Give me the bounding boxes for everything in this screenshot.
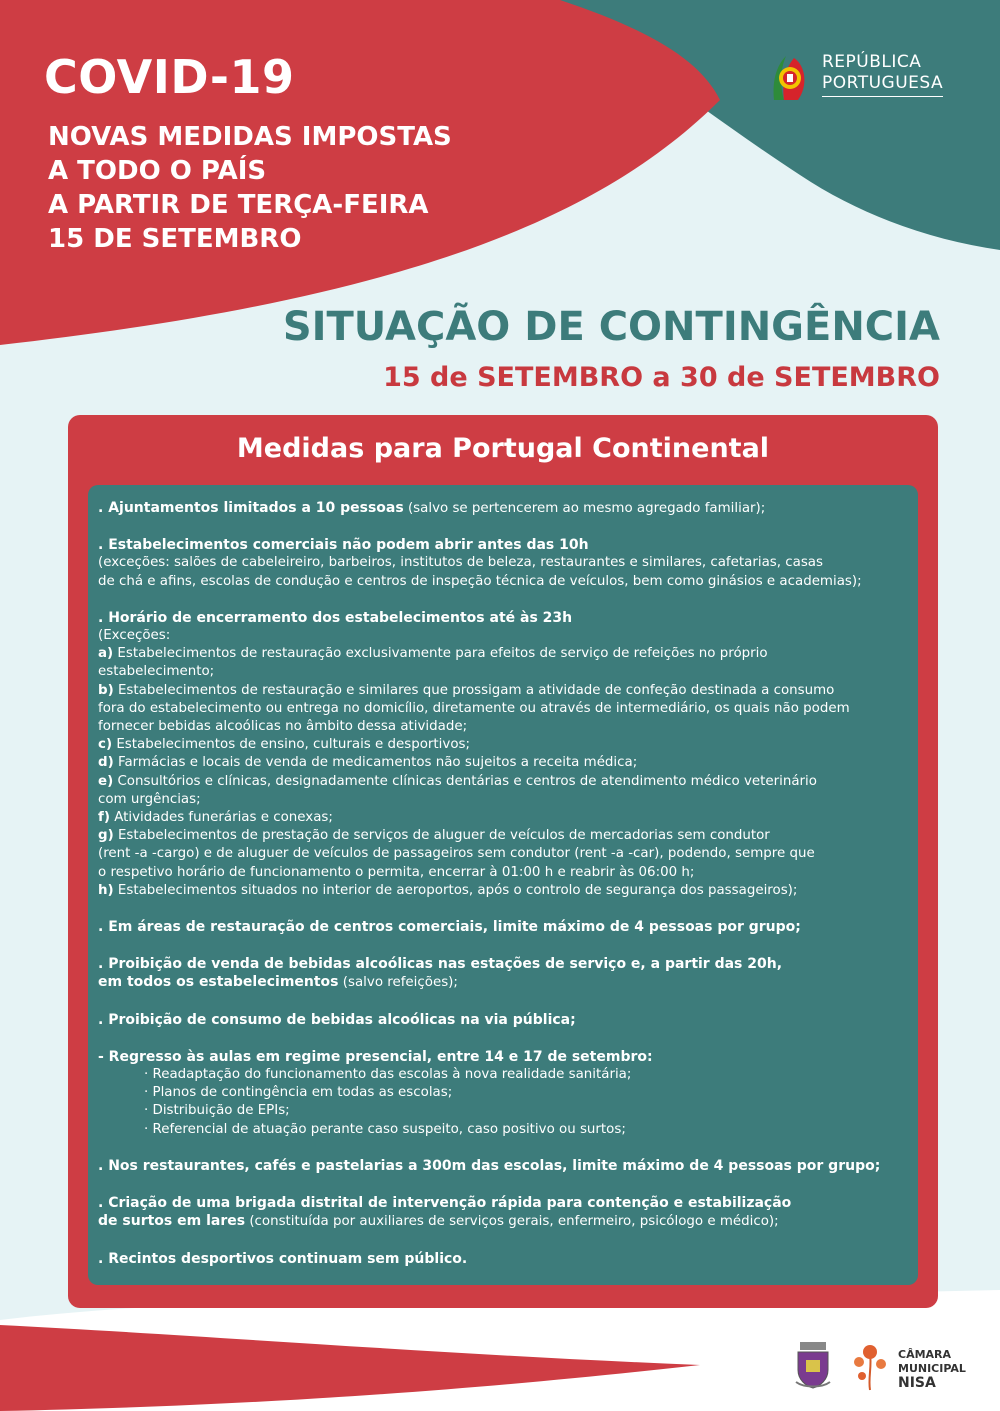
portugal-coat-of-arms-icon	[770, 52, 810, 102]
measure-text: estabelecimento;	[98, 664, 215, 680]
card-title: Medidas para Portugal Continental	[236, 433, 770, 464]
measure-item	[98, 1194, 916, 1231]
cm-line: MUNICIPAL	[898, 1362, 966, 1375]
measure-item	[98, 609, 916, 900]
subtitle-line: A TODO O PAÍS	[48, 156, 267, 186]
exception-f: f) Atividades funerárias e conexas;	[98, 810, 333, 826]
exception-a: a) Estabelecimentos de restauração exclusivamente para efeitos de serviço de refeições no próprio	[98, 646, 768, 662]
list-item: · Readaptação do funcionamento das escolas à nova realidade sanitária;	[144, 1067, 632, 1083]
measure-item	[98, 1048, 916, 1139]
nisa-coat-of-arms-icon	[794, 1342, 832, 1390]
measure-bold: . Em áreas de restauração de centros comerciais, limite máximo de 4 pessoas por grupo;	[98, 919, 801, 936]
measures-box	[88, 485, 918, 1285]
exception-c: c) Estabelecimentos de ensino, culturais e desportivos;	[98, 737, 471, 753]
exception-d: d) Farmácias e locais de venda de medicamentos não sujeitos a receita médica;	[98, 755, 638, 771]
measure-bold: . Ajuntamentos limitados a 10 pessoas	[98, 500, 404, 516]
measure-bold: em todos os estabelecimentos	[98, 974, 339, 991]
measure-bold: . Criação de uma brigada distrital de intervenção rápida para contenção e estabilização	[98, 1195, 792, 1212]
exception-e: e) Consultórios e clínicas, designadamente clínicas dentárias e centros de atendimento médico veterinário	[98, 773, 817, 789]
footer-logos	[794, 1338, 974, 1398]
subtitle-line: A PARTIR DE TERÇA-FEIRA	[48, 190, 429, 220]
measure-text: fornecer bebidas alcoólicas no âmbito dessa atividade;	[98, 719, 468, 735]
cm-line: CÂMARA	[898, 1348, 952, 1361]
list-item: · Distribuição de EPIs;	[144, 1103, 290, 1119]
measure-text: (Exceções:	[98, 628, 171, 644]
measure-text: com urgências;	[98, 791, 201, 807]
measure-bold: - Regresso às aulas em regime presencial, entre 14 e 17 de setembro:	[98, 1048, 653, 1065]
list-item: · Planos de contingência em todas as escolas;	[144, 1085, 453, 1101]
measure-item	[98, 1011, 916, 1030]
poppy-flower-icon	[850, 1340, 890, 1392]
measure-text: fora do estabelecimento ou entrega no domicílio, diretamente ou através de intermediário, os quais não podem	[98, 700, 850, 716]
subtitle-line: 15 DE SETEMBRO	[48, 224, 302, 254]
list-item: · Referencial de atuação perante caso suspeito, caso positivo ou surtos;	[144, 1121, 626, 1137]
subtitle-line: NOVAS MEDIDAS IMPOSTAS	[48, 122, 452, 152]
measure-bold: . Recintos desportivos continuam sem público.	[98, 1250, 468, 1267]
measure-text: (constituída por auxiliares de serviços gerais, enfermeiro, psicólogo e médico);	[245, 1214, 779, 1230]
measure-text: (rent -a -cargo) e de aluguer de veículos de passageiros sem condutor (rent -a -car), podendo, sempre que	[98, 846, 815, 862]
republica-portuguesa-logo	[770, 50, 960, 106]
measures-list	[98, 499, 916, 1287]
measure-bold: . Estabelecimentos comerciais não podem abrir antes das 10h	[98, 537, 589, 554]
measure-text: o respetivo horário de funcionamento o permita, encerrar à 01:00 h e reabrir às 06:00 h;	[98, 864, 695, 880]
gov-logo-text	[822, 52, 943, 97]
measure-item	[98, 955, 916, 992]
measure-text: de chá e afins, escolas de condução e centros de inspeção técnica de veículos, bem como ginásios e academias);	[98, 573, 862, 589]
measure-text: (salvo refeições);	[338, 975, 458, 991]
measure-bold: . Horário de encerramento dos estabelecimentos até às 23h	[98, 609, 573, 626]
situation-dates: 15 de SETEMBRO a 30 de SETEMBRO	[383, 362, 940, 393]
measure-item	[98, 1157, 916, 1176]
measure-text: (salvo se pertencerem ao mesmo agregado familiar);	[403, 501, 766, 516]
main-title: COVID-19	[44, 50, 295, 104]
situation-title: SITUAÇÃO DE CONTINGÊNCIA	[282, 304, 940, 350]
measure-bold: . Proibição de consumo de bebidas alcoólicas na via pública;	[98, 1011, 576, 1028]
measure-bold: de surtos em lares	[98, 1213, 246, 1230]
measures-card	[68, 415, 938, 1308]
exception-g: g) Estabelecimentos de prestação de serviços de aluguer de veículos de mercadorias sem condutor	[98, 828, 770, 844]
exception-h: h) Estabelecimentos situados no interior de aeroportos, após o controlo de segurança dos passageiros);	[98, 882, 798, 898]
measure-item	[98, 1250, 916, 1269]
measure-bold: . Proibição de venda de bebidas alcoólicas nas estações de serviço e, a partir das 20h,	[98, 956, 783, 973]
gov-logo-line1: REPÚBLICA	[822, 52, 922, 72]
measure-item	[98, 499, 916, 518]
exception-b: b) Estabelecimentos de restauração e similares que prossigam a atividade de confeção destinada a consumo	[98, 682, 835, 698]
measure-item	[98, 536, 916, 591]
camara-municipal-text	[898, 1348, 966, 1390]
measure-text: (exceções: salões de cabeleireiro, barbeiros, institutos de beleza, restaurantes e similares, cafetarias, casas	[98, 555, 823, 571]
gov-logo-line2: PORTUGUESA	[822, 73, 944, 93]
subtitle	[48, 120, 452, 256]
cm-line: NISA	[898, 1375, 936, 1391]
measure-item	[98, 918, 916, 937]
measure-bold: . Nos restaurantes, cafés e pastelarias a 300m das escolas, limite máximo de 4 pessoas por grupo;	[98, 1157, 881, 1174]
